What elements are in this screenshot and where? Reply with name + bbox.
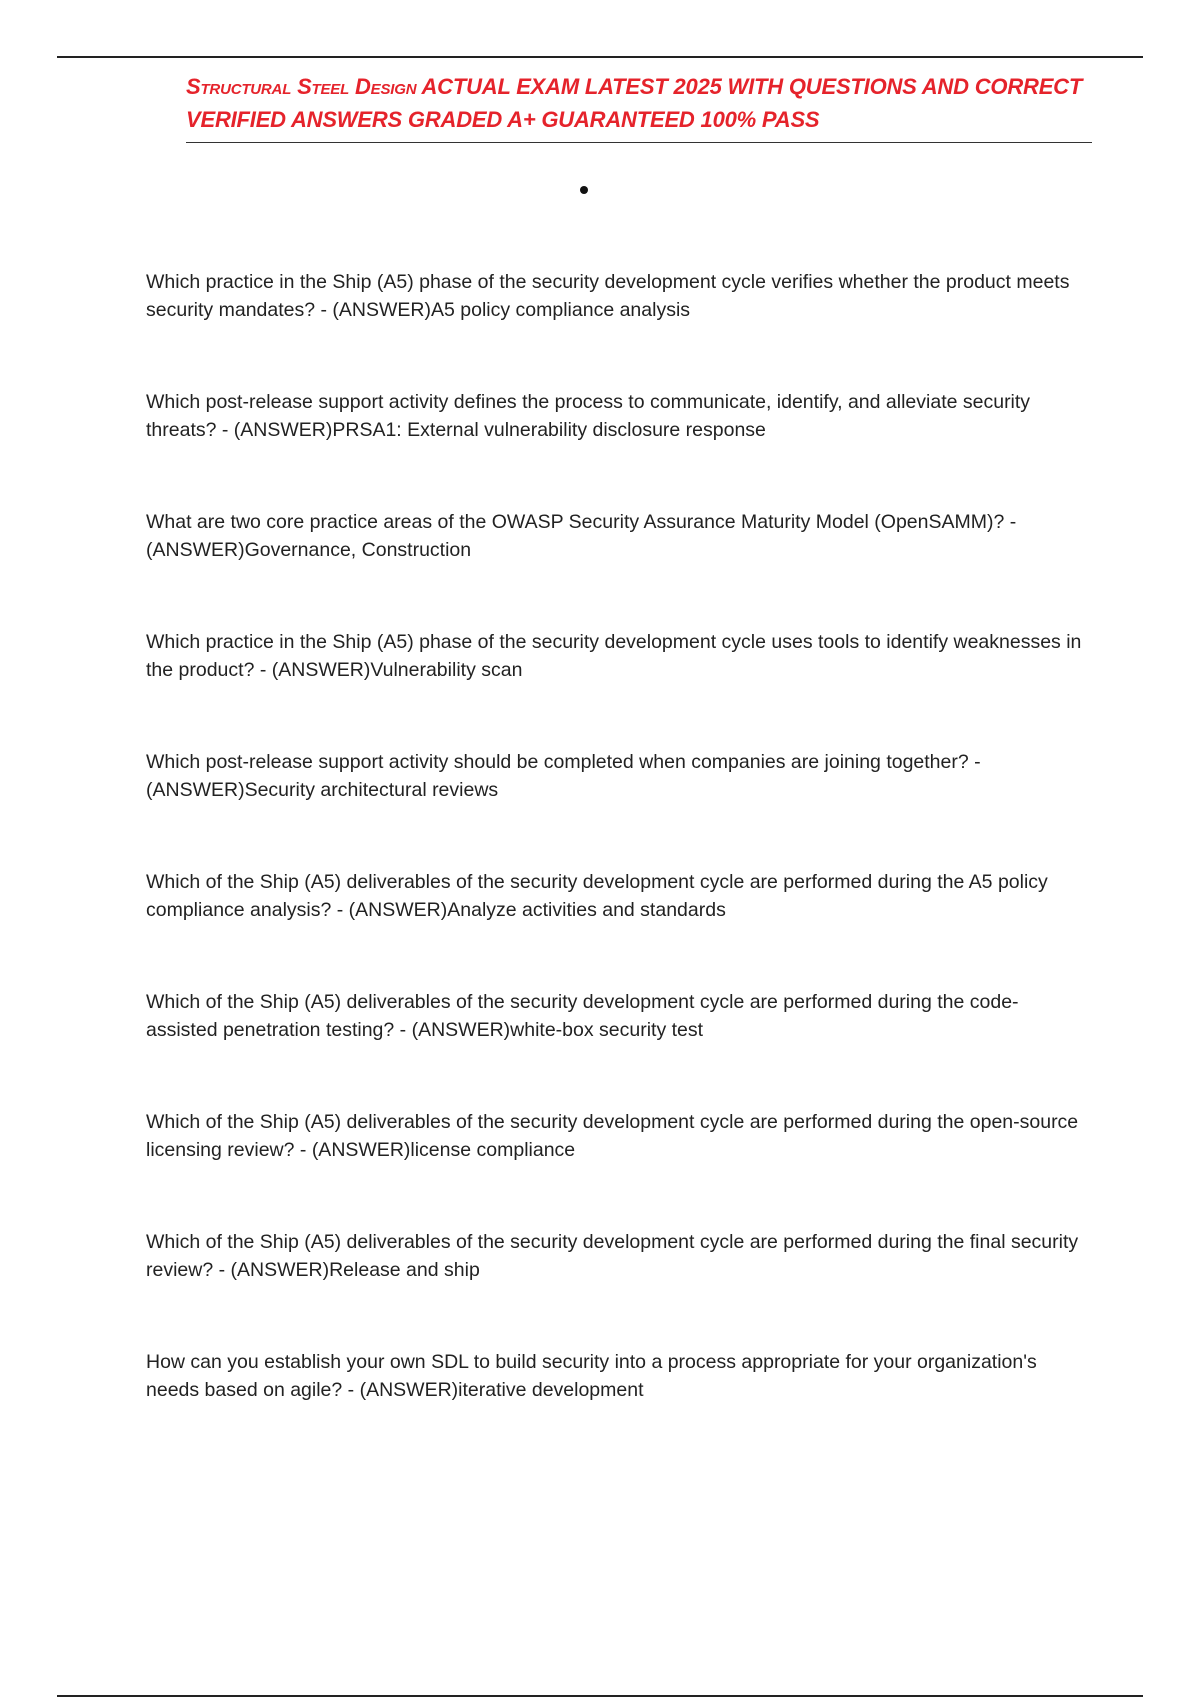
qa-item: Which of the Ship (A5) deliverables of the security development cycle are performed during the open-source licensing review? - (ANSWER)license compliance xyxy=(146,1111,1079,1161)
document-header xyxy=(186,70,1092,143)
qa-item: Which post-release support activity defines the process to communicate, identify, and alleviate security threats? - (ANSWER)PRSA1: External vulnerability disclosure response xyxy=(146,391,1031,441)
top-rule xyxy=(57,56,1143,58)
bullet-icon xyxy=(580,186,588,194)
qa-list xyxy=(146,268,1086,1468)
qa-item: Which of the Ship (A5) deliverables of the security development cycle are performed during the code-assisted penetration testing? - (ANSWER)white-box security test xyxy=(146,991,1019,1041)
qa-item: Which practice in the Ship (A5) phase of the security development cycle verifies whether the product meets security mandates? - (ANSWER)A5 policy compliance analysis xyxy=(146,271,1070,321)
title-smallcaps: Structural Steel Design xyxy=(186,74,417,99)
qa-item: How can you establish your own SDL to build security into a process appropriate for your organization's needs based on agile? - (ANSWER)iterative development xyxy=(146,1351,1037,1401)
qa-item: Which of the Ship (A5) deliverables of the security development cycle are performed during the A5 policy compliance analysis? - (ANSWER)Analyze activities and standards xyxy=(146,871,1048,921)
bottom-rule xyxy=(57,1695,1143,1697)
qa-item: Which post-release support activity should be completed when companies are joining together? - (ANSWER)Security architectural reviews xyxy=(146,751,981,801)
qa-item: Which practice in the Ship (A5) phase of the security development cycle uses tools to identify weaknesses in the product? - (ANSWER)Vulnerability scan xyxy=(146,631,1082,681)
qa-item: Which of the Ship (A5) deliverables of the security development cycle are performed during the final security review? - (ANSWER)Release and ship xyxy=(146,1231,1079,1281)
document-title xyxy=(186,70,1092,136)
qa-item: What are two core practice areas of the OWASP Security Assurance Maturity Model (OpenSAMM)? - (ANSWER)Governance, Construction xyxy=(146,511,1017,561)
title-rest: ACTUAL EXAM LATEST 2025 WITH QUESTIONS AND CORRECT VERIFIED ANSWERS GRADED A+ GUARANTEED 100% PASS xyxy=(186,74,1083,132)
